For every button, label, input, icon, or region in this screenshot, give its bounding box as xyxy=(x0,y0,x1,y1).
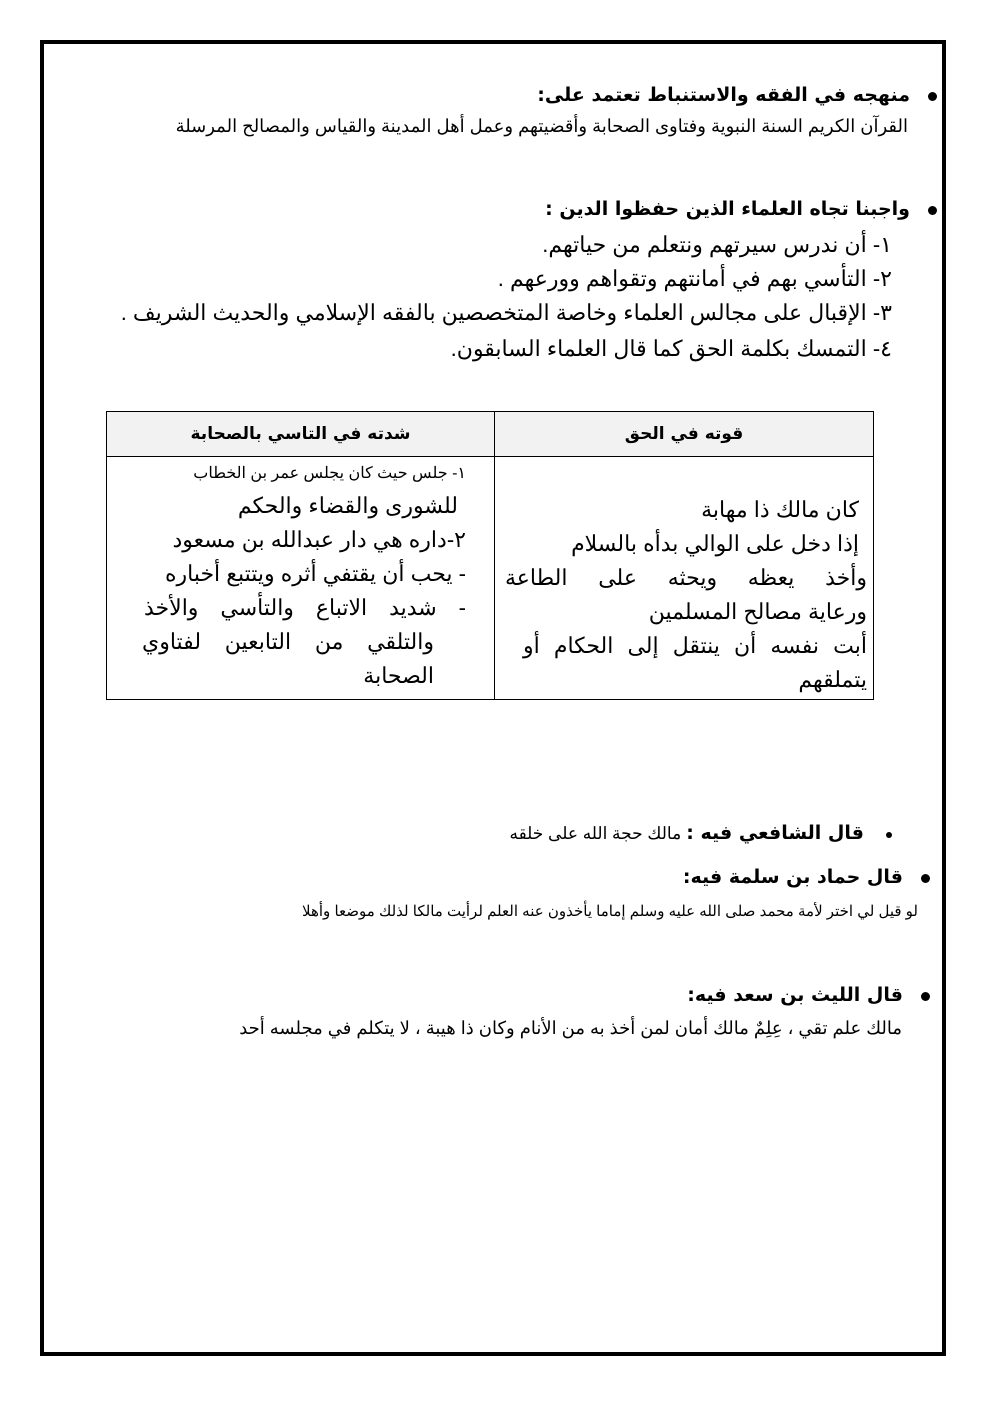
hammad-heading: قال حماد بن سلمة فيه: xyxy=(682,866,903,888)
duty-heading-line xyxy=(545,198,937,220)
shafii-heading: قال الشافعي فيه : xyxy=(686,822,864,844)
laith-text: مالك علم تقي ، عِلِمٌ مالك أمان لمن أخذ به من الأنام وكان ذا هيبة ، لا يتكلم في مجلسه أحد xyxy=(239,1018,902,1038)
left-line-4: - يحب أن يقتفي أثره ويتتبع أخباره xyxy=(164,561,466,586)
right-line-3: وأخذ يعظه ويحثه على الطاعة xyxy=(505,565,867,590)
duty-heading: واجبنا تجاه العلماء الذين حفظوا الدين : xyxy=(545,198,910,220)
left-line-2: للشورى والقضاء والحكم xyxy=(237,493,458,518)
shafii-line xyxy=(509,822,892,844)
right-line-4: ورعاية مصالح المسلمين xyxy=(648,599,867,624)
table-header-row xyxy=(107,412,874,457)
right-line-1: كان مالك ذا مهابة xyxy=(701,497,859,522)
method-heading: منهجه في الفقه والاستنباط تعتمد على: xyxy=(537,84,910,106)
duty-item-2: ٢- التأسي بهم في أمانتهم وتقواهم وورعهم . xyxy=(497,266,892,291)
right-line-5: أبت نفسه أن ينتقل إلى الحكام أو xyxy=(523,633,867,658)
laith-heading-line xyxy=(687,984,930,1006)
bullet-icon xyxy=(886,832,892,838)
method-heading-line xyxy=(537,84,937,106)
hammad-text: لو قيل لي اختر لأمة محمد صلى الله عليه وسلم إماما يأخذون عنه العلم لرأيت مالكا لذلك موضعا وأهلا xyxy=(302,903,918,920)
table-cell-left xyxy=(107,457,495,700)
bullet-icon xyxy=(928,206,937,215)
table-header-right: قوته في الحق xyxy=(495,412,874,457)
laith-heading: قال الليث بن سعد فيه: xyxy=(687,984,903,1006)
method-text: القرآن الكريم السنة النبوية وفتاوى الصحابة وأقضيتهم وعمل أهل المدينة والقياس والمصالح المرسلة xyxy=(175,116,908,136)
left-line-1: ١- جلس حيث كان يجلس عمر بن الخطاب xyxy=(193,465,466,482)
right-line-2: إذا دخل على الوالي بدأه بالسلام xyxy=(571,531,859,556)
left-line-5: - شديد الاتباع والتأسي والأخذ xyxy=(144,595,466,620)
comparison-table xyxy=(106,411,874,700)
table-cell-right xyxy=(495,457,874,700)
hammad-heading-line xyxy=(683,866,930,888)
shafii-text: مالك حجة الله على خلقه xyxy=(509,824,682,843)
left-line-6: والتلقي من التابعين لفتاوي xyxy=(142,629,434,654)
left-line-3: ٢-داره هي دار عبدالله بن مسعود xyxy=(172,527,466,552)
duty-item-4: ٤- التمسك بكلمة الحق كما قال العلماء السابقون. xyxy=(450,336,892,361)
duty-item-3: ٣- الإقبال على مجالس العلماء وخاصة المتخصصين بالفقه الإسلامي والحديث الشريف . xyxy=(120,300,892,325)
bullet-icon xyxy=(921,874,930,883)
right-line-6: يتملقهم xyxy=(798,667,867,692)
duty-item-1: ١- أن ندرس سيرتهم ونتعلم من حياتهم. xyxy=(542,232,892,257)
table-row xyxy=(107,457,874,700)
bullet-icon xyxy=(928,92,937,101)
bullet-icon xyxy=(921,992,930,1001)
left-line-7: الصحابة xyxy=(363,663,434,688)
table-header-left: شدته في التاسي بالصحابة xyxy=(107,412,495,457)
